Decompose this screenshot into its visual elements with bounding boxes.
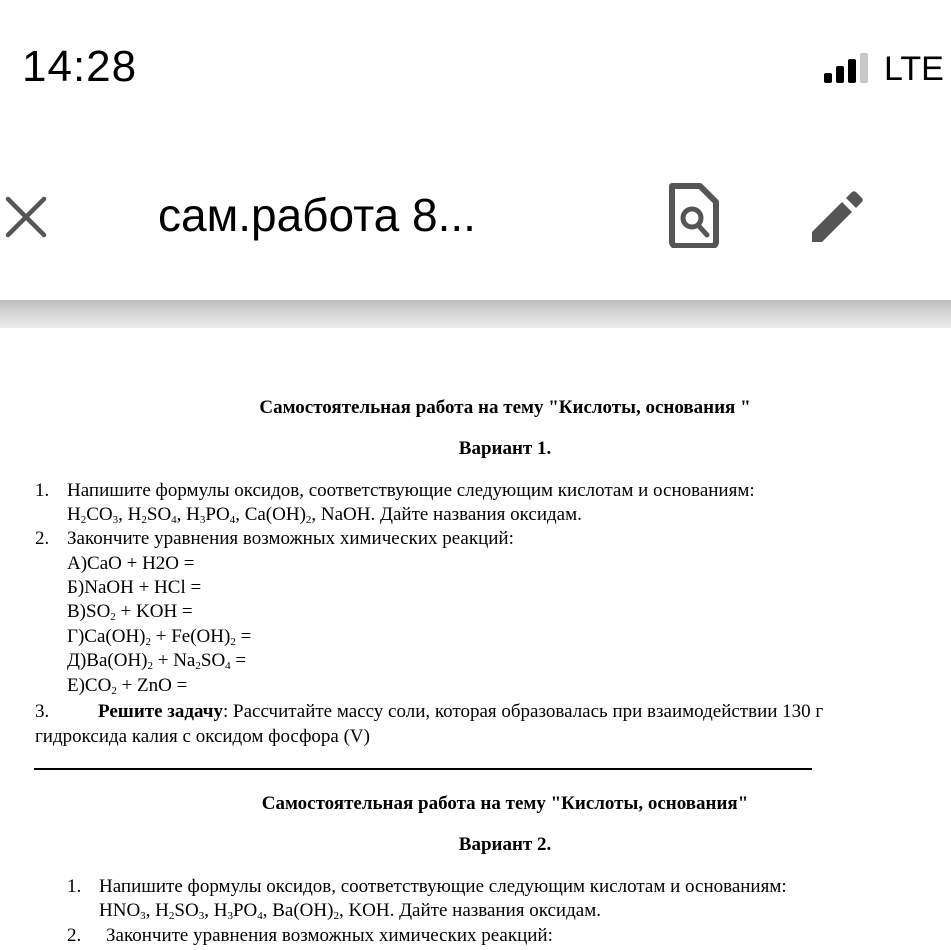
network-type: LTE xyxy=(884,50,944,88)
variant2-number: Вариант 2. xyxy=(458,834,552,855)
reaction-a: А)CaO + H2O = xyxy=(67,553,195,574)
find-in-page-icon xyxy=(666,182,722,248)
v2-task1-formulas: $HNO_3$, $H_2SO_3$, $H_3PO_4$, $Ba(OH)_2$, KOH. Дайте названия оксидам. xyxy=(99,900,601,922)
reaction-e: $Е)CO_2$ + ZnO = xyxy=(67,675,188,697)
signal-strength-icon xyxy=(824,53,876,83)
document-title: сам.работа 8... xyxy=(158,189,476,241)
v2-task2-number: 2. xyxy=(67,925,82,946)
variant2-title: Самостоятельная работа на тему "Кислоты, основания" xyxy=(261,793,749,814)
v2-task2-text: Закончите уравнения возможных химических реакций: xyxy=(106,925,553,946)
v2-task1-number: 1. xyxy=(67,876,82,897)
v1-task3-text: Решите задачу: Рассчитайте массу соли, которая образовалась при взаимодействии 130 г xyxy=(98,701,824,722)
close-icon xyxy=(4,195,48,239)
reaction-g: $Г)Ca(OH)_2 + Fe(OH)_2$ = xyxy=(67,626,252,648)
document-page xyxy=(0,328,951,950)
edit-button[interactable] xyxy=(808,186,868,246)
v1-task1-text: Напишите формулы оксидов, соответствующие следующим кислотам и основаниям: xyxy=(67,480,755,501)
status-time: 14:28 xyxy=(22,42,138,91)
find-in-page-button[interactable] xyxy=(666,182,722,248)
v1-task2-number: 2. xyxy=(35,528,50,549)
v1-task1-formulas: $H_2CO_3$, $H_2SO_4$, $H_3PO_4$, $Ca(OH)_2$, NaOH. Дайте названия оксидам. xyxy=(67,504,582,526)
v2-task1-text: Напишите формулы оксидов, соответствующие следующим кислотам и основаниям: xyxy=(99,876,787,897)
variant-separator xyxy=(34,768,812,770)
close-button[interactable] xyxy=(4,195,48,239)
variant1-title: Самостоятельная работа на тему "Кислоты, основания " xyxy=(259,397,751,418)
app-bar-shadow xyxy=(0,300,951,328)
v1-task1-number: 1. xyxy=(35,480,50,501)
v1-task2-text: Закончите уравнения возможных химических реакций: xyxy=(67,528,514,549)
v1-task3-text-cont: гидроксида калия с оксидом фосфора (V) xyxy=(35,726,370,747)
status-bar xyxy=(0,0,951,130)
reaction-b: Б)NaOH + HCl = xyxy=(67,577,202,598)
reaction-d: $Д)Ba(OH)_2 + Na_2SO_4$ = xyxy=(67,650,247,672)
reaction-v: $В)SO_2$ + KOH = xyxy=(67,601,193,623)
v1-task3-number: 3. xyxy=(35,701,50,722)
variant1-number: Вариант 1. xyxy=(458,438,552,459)
pencil-icon xyxy=(808,186,868,246)
